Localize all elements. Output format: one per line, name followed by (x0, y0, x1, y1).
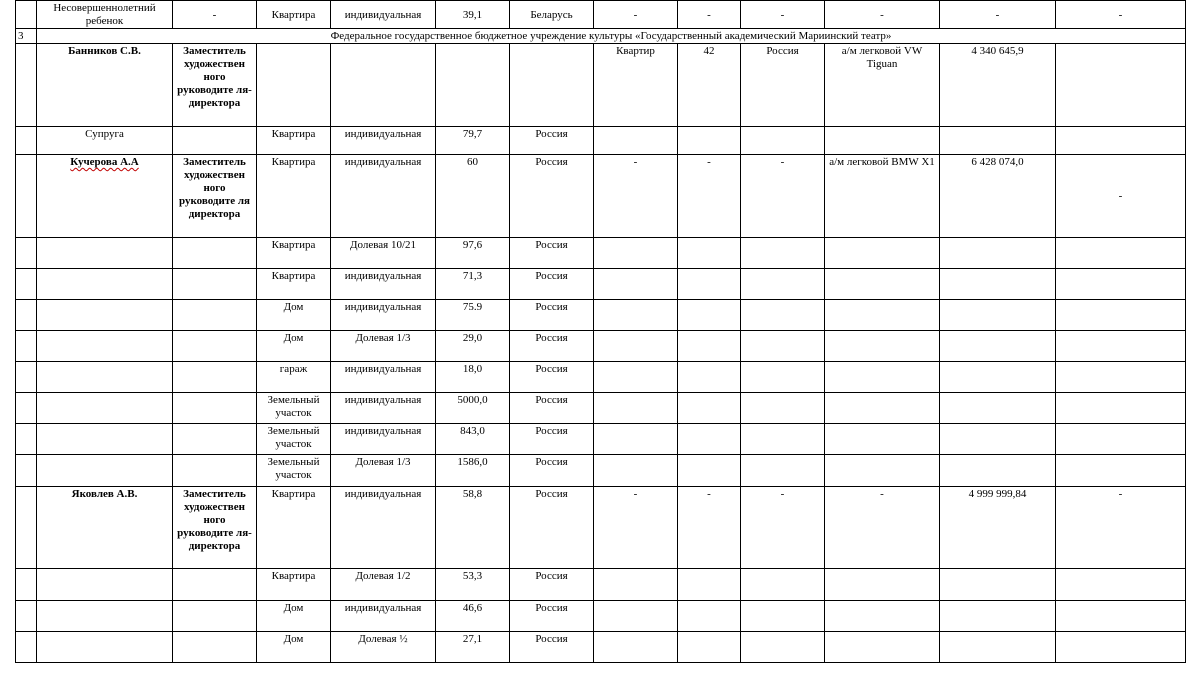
position (173, 331, 257, 362)
table-row (16, 569, 1186, 601)
table-row (16, 238, 1186, 269)
ownership-type: индивидуальная (331, 155, 436, 238)
country: Россия (510, 331, 594, 362)
section-row (16, 29, 1186, 44)
person-name (37, 632, 173, 663)
table-row (16, 155, 1186, 238)
use-area (678, 362, 741, 393)
sources: - (1056, 487, 1186, 569)
use-area (678, 127, 741, 155)
person-name: Яковлев А.В. (37, 487, 173, 569)
income (940, 362, 1056, 393)
ownership-type: Долевая ½ (331, 632, 436, 663)
income (940, 569, 1056, 601)
position: Заместитель художествен ного руководите ля директора (173, 155, 257, 238)
sources (1056, 632, 1186, 663)
country: Россия (510, 155, 594, 238)
property-type (257, 44, 331, 127)
country: Россия (510, 601, 594, 632)
use-country: Россия (741, 44, 825, 127)
table-row (16, 331, 1186, 362)
property-type: Дом (257, 632, 331, 663)
sources (1056, 424, 1186, 455)
ownership-type: индивидуальная (331, 269, 436, 300)
person-name: Кучерова А.А (37, 155, 173, 238)
area: 58,8 (436, 487, 510, 569)
ownership-type: Долевая 1/2 (331, 569, 436, 601)
sources (1056, 331, 1186, 362)
country: Беларусь (510, 1, 594, 29)
use-country (741, 362, 825, 393)
vehicles: а/м легковой VW Tiguan (825, 44, 940, 127)
ownership-type: индивидуальная (331, 1, 436, 29)
person-name (37, 393, 173, 424)
area: 60 (436, 155, 510, 238)
section-title: Федеральное государственное бюджетное учреждение культуры «Государственный академический Мариинский театр» (37, 29, 1186, 44)
ownership-type: Долевая 10/21 (331, 238, 436, 269)
use-country (741, 238, 825, 269)
property-type: Квартира (257, 238, 331, 269)
declaration-table (15, 0, 1186, 663)
row-number (16, 424, 37, 455)
row-number (16, 238, 37, 269)
use-property-type (594, 601, 678, 632)
use-area (678, 424, 741, 455)
use-property-type (594, 331, 678, 362)
section-number: 3 (16, 29, 37, 44)
table-row (16, 127, 1186, 155)
vehicles (825, 393, 940, 424)
use-country (741, 601, 825, 632)
row-number (16, 569, 37, 601)
sources (1056, 455, 1186, 487)
sources: - (1056, 1, 1186, 29)
use-property-type: - (594, 487, 678, 569)
use-area (678, 569, 741, 601)
row-number (16, 362, 37, 393)
area: 843,0 (436, 424, 510, 455)
use-area: - (678, 487, 741, 569)
use-country (741, 393, 825, 424)
country: Россия (510, 455, 594, 487)
use-country (741, 455, 825, 487)
sources (1056, 362, 1186, 393)
position (173, 632, 257, 663)
use-property-type (594, 569, 678, 601)
use-property-type (594, 424, 678, 455)
use-property-type (594, 632, 678, 663)
property-type: Земельный участок (257, 455, 331, 487)
person-name (37, 238, 173, 269)
use-country (741, 269, 825, 300)
position (173, 127, 257, 155)
ownership-type: Долевая 1/3 (331, 331, 436, 362)
ownership-type: Долевая 1/3 (331, 455, 436, 487)
property-type: гараж (257, 362, 331, 393)
income (940, 300, 1056, 331)
sources: - (1056, 155, 1186, 238)
sources (1056, 300, 1186, 331)
vehicles (825, 331, 940, 362)
ownership-type: индивидуальная (331, 362, 436, 393)
income (940, 424, 1056, 455)
ownership-type: индивидуальная (331, 393, 436, 424)
country (510, 44, 594, 127)
income (940, 127, 1056, 155)
use-area (678, 601, 741, 632)
use-area (678, 331, 741, 362)
use-country: - (741, 1, 825, 29)
row-number (16, 601, 37, 632)
table-row (16, 601, 1186, 632)
vehicles (825, 455, 940, 487)
use-area (678, 238, 741, 269)
area (436, 44, 510, 127)
income: - (940, 1, 1056, 29)
income (940, 601, 1056, 632)
position (173, 569, 257, 601)
person-name (37, 300, 173, 331)
property-type: Квартира (257, 269, 331, 300)
row-number (16, 300, 37, 331)
country: Россия (510, 300, 594, 331)
property-type: Квартира (257, 155, 331, 238)
area: 18,0 (436, 362, 510, 393)
income: 6 428 074,0 (940, 155, 1056, 238)
income (940, 331, 1056, 362)
vehicles (825, 269, 940, 300)
vehicles (825, 127, 940, 155)
country: Россия (510, 238, 594, 269)
income (940, 269, 1056, 300)
position (173, 424, 257, 455)
row-number (16, 155, 37, 238)
use-country (741, 424, 825, 455)
row-number (16, 127, 37, 155)
income: 4 999 999,84 (940, 487, 1056, 569)
vehicles (825, 632, 940, 663)
row-number (16, 632, 37, 663)
sources (1056, 269, 1186, 300)
area: 97,6 (436, 238, 510, 269)
property-type: Дом (257, 601, 331, 632)
area: 29,0 (436, 331, 510, 362)
use-property-type (594, 362, 678, 393)
person-name: Банников С.В. (37, 44, 173, 127)
area: 53,3 (436, 569, 510, 601)
use-area (678, 269, 741, 300)
use-country (741, 632, 825, 663)
country: Россия (510, 569, 594, 601)
row-number (16, 487, 37, 569)
use-property-type: - (594, 1, 678, 29)
use-country (741, 569, 825, 601)
property-type: Квартира (257, 487, 331, 569)
row-number (16, 44, 37, 127)
area: 75.9 (436, 300, 510, 331)
property-type: Квартира (257, 127, 331, 155)
country: Россия (510, 269, 594, 300)
use-area (678, 632, 741, 663)
sources (1056, 44, 1186, 127)
person-name (37, 424, 173, 455)
table-row (16, 632, 1186, 663)
ownership-type: индивидуальная (331, 424, 436, 455)
vehicles: - (825, 1, 940, 29)
use-country: - (741, 487, 825, 569)
person-name (37, 569, 173, 601)
ownership-type: индивидуальная (331, 601, 436, 632)
country: Россия (510, 393, 594, 424)
use-property-type (594, 238, 678, 269)
use-area (678, 300, 741, 331)
person-name (37, 269, 173, 300)
country: Россия (510, 362, 594, 393)
person-name (37, 331, 173, 362)
row-number (16, 331, 37, 362)
income (940, 632, 1056, 663)
income (940, 455, 1056, 487)
income (940, 238, 1056, 269)
area: 1586,0 (436, 455, 510, 487)
vehicles: - (825, 487, 940, 569)
ownership-type: индивидуальная (331, 487, 436, 569)
area: 79,7 (436, 127, 510, 155)
property-type: Земельный участок (257, 393, 331, 424)
use-country: - (741, 155, 825, 238)
property-type: Дом (257, 300, 331, 331)
ownership-type: индивидуальная (331, 127, 436, 155)
vehicles (825, 424, 940, 455)
position (173, 269, 257, 300)
vehicles (825, 238, 940, 269)
vehicles (825, 601, 940, 632)
use-area (678, 455, 741, 487)
table-row (16, 487, 1186, 569)
use-area: 42 (678, 44, 741, 127)
income: 4 340 645,9 (940, 44, 1056, 127)
area: 39,1 (436, 1, 510, 29)
person-name (37, 455, 173, 487)
area: 27,1 (436, 632, 510, 663)
table-row (16, 455, 1186, 487)
row-number (16, 455, 37, 487)
position (173, 238, 257, 269)
table-row (16, 1, 1186, 29)
person-name (37, 362, 173, 393)
table-row (16, 362, 1186, 393)
income (940, 393, 1056, 424)
sources (1056, 393, 1186, 424)
use-property-type (594, 300, 678, 331)
use-property-type (594, 269, 678, 300)
property-type: Дом (257, 331, 331, 362)
use-property-type (594, 455, 678, 487)
person-name (37, 601, 173, 632)
use-property-type: - (594, 155, 678, 238)
vehicles (825, 569, 940, 601)
use-property-type: Квартир (594, 44, 678, 127)
table-row (16, 393, 1186, 424)
property-type: Квартира (257, 569, 331, 601)
sources (1056, 601, 1186, 632)
area: 71,3 (436, 269, 510, 300)
position (173, 393, 257, 424)
position: - (173, 1, 257, 29)
row-number (16, 393, 37, 424)
property-type: Квартира (257, 1, 331, 29)
person-name: Супруга (37, 127, 173, 155)
table-row (16, 269, 1186, 300)
position: Заместитель художествен ного руководите ля-директора (173, 487, 257, 569)
position (173, 601, 257, 632)
area: 5000,0 (436, 393, 510, 424)
position (173, 300, 257, 331)
position (173, 455, 257, 487)
position (173, 362, 257, 393)
use-area: - (678, 155, 741, 238)
use-area (678, 393, 741, 424)
position: Заместитель художествен ного руководите ля-директора (173, 44, 257, 127)
table-row (16, 300, 1186, 331)
use-country (741, 331, 825, 362)
use-property-type (594, 127, 678, 155)
area: 46,6 (436, 601, 510, 632)
country: Россия (510, 487, 594, 569)
person-name: Несовершеннолетний ребенок (37, 1, 173, 29)
ownership-type (331, 44, 436, 127)
sources (1056, 127, 1186, 155)
country: Россия (510, 127, 594, 155)
use-country (741, 127, 825, 155)
table-row (16, 44, 1186, 127)
use-property-type (594, 393, 678, 424)
vehicles: а/м легковой BMW X1 (825, 155, 940, 238)
property-type: Земельный участок (257, 424, 331, 455)
vehicles (825, 300, 940, 331)
vehicles (825, 362, 940, 393)
row-number (16, 269, 37, 300)
country: Россия (510, 424, 594, 455)
use-country (741, 300, 825, 331)
use-area: - (678, 1, 741, 29)
sources (1056, 238, 1186, 269)
row-number (16, 1, 37, 29)
ownership-type: индивидуальная (331, 300, 436, 331)
sources (1056, 569, 1186, 601)
table-row (16, 424, 1186, 455)
country: Россия (510, 632, 594, 663)
